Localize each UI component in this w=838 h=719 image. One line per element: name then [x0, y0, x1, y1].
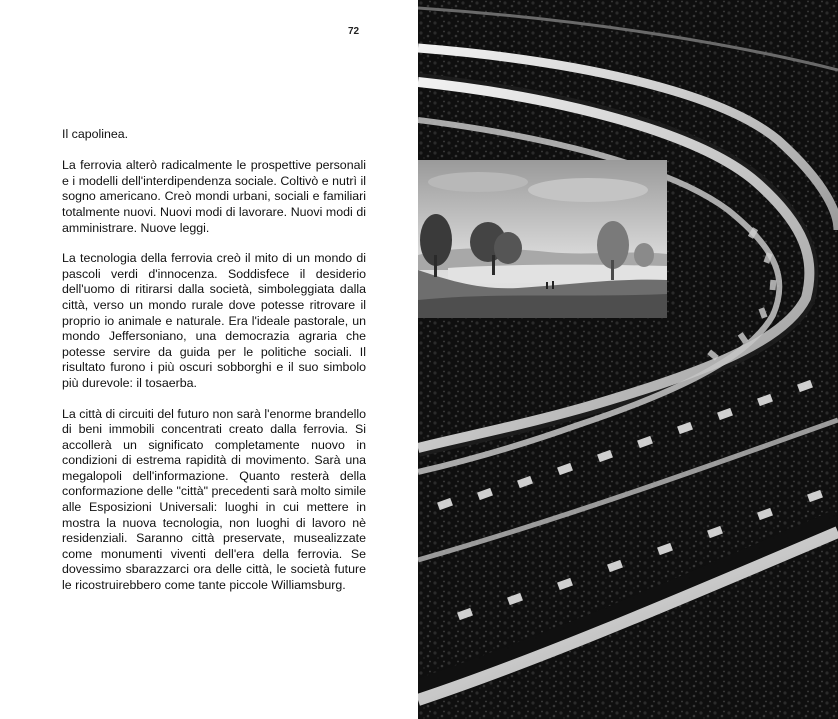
paragraph: La tecnologia della ferrovia creò il mito di un mondo di pascoli verdi d'innocenza. Soddisfece il desiderio dell'uomo di ritirarsi dalla società, simboleggiata dalla città, verso un mondo rurale dove potesse ritrovare il proprio io animale e naturale. Era l'ideale pastorale, un mondo Jeffersoniano, una democrazia agraria che potesse servire da guida per le politiche sociali. Il risultato furono i più oscuri sobborghi e il suo simbolo più durevole: il tosaerba. [62, 251, 366, 390]
left-page [0, 0, 418, 719]
paragraph: La città di circuiti del futuro non sarà l'enorme brandello di beni immobili concentrati creato dalla ferrovia. Si accollerà un significato completamente nuovo in condizioni di estrema rapidità di movimento. Sarà una megalopoli dell'informazione. Quanto resterà della conformazione delle "città" precedenti sarà molto simile alle Esposizioni Universali: luoghi in cui mettere in mostra la nuova tecnologia, non luoghi di lavoro nè residenziali. Saranno città preservate, musealizzate come monumenti viventi dell'era della ferrovia. Se dovessimo sbarazzarci ora delle città, le società future le ricostruirebbero come tante piccole Williamsburg. [62, 406, 366, 593]
paragraph: La ferrovia alterò radicalmente le prospettive personali e i modelli dell'interdipendenza sociale. Coltivò e nutrì il sogno americano. Creò mondi urbani, sociali e familiari totalmente nuovi. Nuovi modi di lavorare. Nuovi modi di amministrare. Nuove leggi. [62, 158, 366, 235]
pastoral-landscape-engraving [418, 160, 667, 318]
page-number: 72 [348, 26, 360, 37]
railway-tracks-photo [418, 0, 838, 719]
section-heading: Il capolinea. [62, 127, 129, 141]
body-text [62, 127, 366, 609]
